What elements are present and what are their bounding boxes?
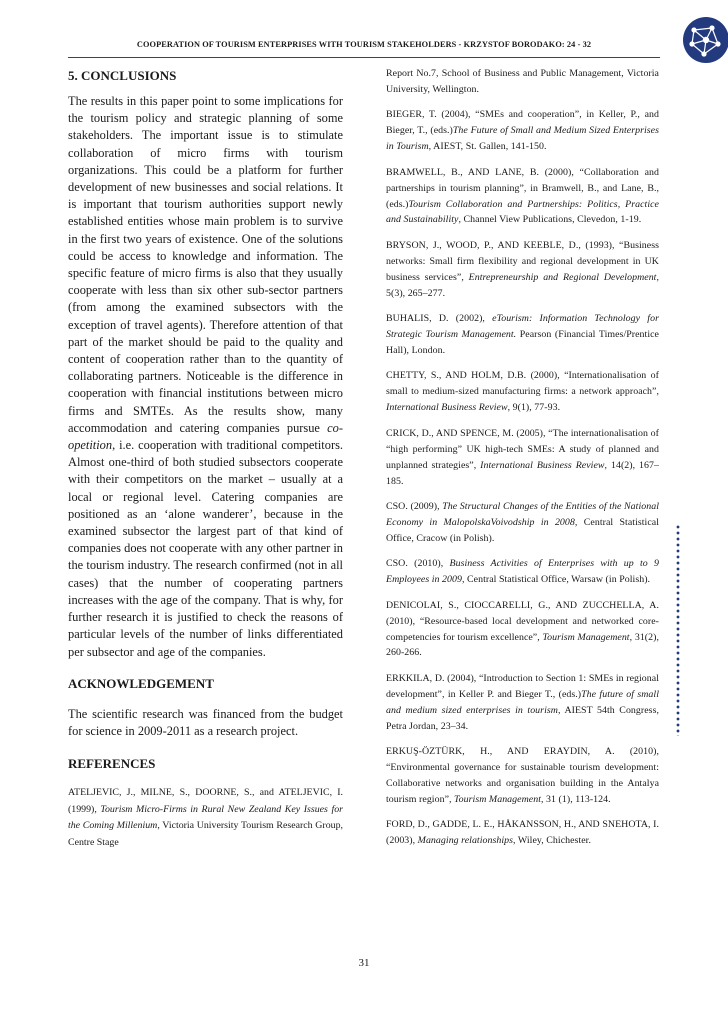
reference-item: CHETTY, S., AND HOLM, D.B. (2000), “Internationalisation of small to medium-sized manufacturing firms: a network approach”, International Business Review, 9(1), 77-93. [386,370,659,414]
reference-item: DENICOLAI, S., CIOCCARELLI, G., AND ZUCCHELLA, A. (2010), “Resource-based local development and networked core-competencies for tourism excellence”, Tourism Management, 31(2), 260-266. [386,599,659,659]
reference-item: BRAMWELL, B., AND LANE, B. (2000), “Collaboration and partnerships in tourism planning”, in Bramwell, B., and Lane, B., (eds.)Tourism Collaboration and Partnerships: Politics, Practice and Sustainability, Channel View Publications, Clevedon, 1-19. [386,166,659,226]
conclusions-paragraph: The results in this paper point to some implications for the tourism policy and strategic planning of some stakeholders. The important issue is to stimulate collaboration of micro firms with tourism organizations. This could be a platform for further development of new businesses and social relations. It is important that tourism authorities support newly established entities whose main problem is to survive in the first two years of existence. One of the solutions could be access to knowledge and information. The specific feature of micro firms is also that they usually cooperate with less than six other sub-sector partners (from among the examined subsectors with the exception of travel agents). Therefore attention of that part of the market should be paid to the quality and content of cooperation rather than to the quantity of collaborating partners. Noticeable is the difference in cooperation with financial institutions between micro firms and SMTEs. As the results show, many accommodation and catering companies pursue co-opetition, i.e. cooperation with traditional competitors. Almost one-third of both studied subsectors cooperate with their competitors on the market – usually at a local or regional level. Catering companies are positioned as an ‘alone wanderer’, because in the examined subsector the largest part of that kind of companies does not cooperate with any other partner in the tourism industry. The research confirmed (not in all cases) that the number of cooperating partners increases with the age of the company. That is why, for further research it is justified to check the reasons of particular levels of the number of links differentiated per subsector and age of the companies. [68,94,343,659]
reference-item: CRICK, D., AND SPENCE, M. (2005), “The internationalisation of “high performing” UK high-tech SMEs: A study of planned and unplanned strategies”, International Business Review, 14(2), 167–185. [386,427,660,487]
reference-item: BIEGER, T. (2004), “SMEs and cooperation”, in Keller, P., and Bieger, T., (eds.)The Future of Small and Medium Sized Enterprises in Tourism, AIEST, St. Gallen, 141-150. [386,109,659,153]
acknowledgement-text: The scientific research was financed from the budget for science in 2009-2011 as a research project. [68,706,343,738]
acknowledgement-heading: ACKNOWLEDGEMENT [68,675,214,691]
network-globe-logo [676,14,728,66]
reference-item: BUHALIS, D. (2002), eTourism: Information Technology for Strategic Tourism Management. Pearson (Financial Times/Prentice Hall), London. [386,313,659,356]
reference-item: CSO. (2010), Business Activities of Enterprises with up to 9 Employees in 2009, Central Statistical Office, Warsaw (in Polish). [386,558,659,586]
reference-item: ERKKILA, D. (2004), “Introduction to Section 1: SMEs in regional development”, in Keller P. and Bieger T., (eds.)The future of small and medium sized enterprises in tourism, AIEST 54th Congress, Petra Jordan, 23–34. [386,672,659,732]
conclusions-heading: 5. CONCLUSIONS [68,68,177,83]
running-header: COOPERATION OF TOURISM ENTERPRISES WITH TOURISM STAKEHOLDERS - KRZYSTOF BORODAKO: 24 - 32 [136,40,592,49]
decorative-dotted-line [676,524,680,736]
co-opetition-term: co-opetition [68,420,343,453]
reference-item: FORD, D., GADDE, L. E., HÅKANSSON, H., AND SNEHOTA, I. (2003), Managing relationships, Wiley, Chichester. [386,819,659,847]
header-rule [68,57,660,58]
left-column [68,66,343,851]
reference-item: ERKUŞ-ÖZTÜRK, H., AND ERAYDIN, A. (2010), “Environmental governance for sustainable tourism development: Collaborative networks and organisation building in the Antalya tourism region”, Tourism Management, 31 (1), 113-124. [386,746,659,805]
reference-item-ateljevic-start: ATELJEVIC, J., MILNE, S., DOORNE, S., and ATELJEVIC, I. (1999), Tourism Micro-Firms in Rural New Zealand Key Issues for the Coming Millenium, Victoria University Tourism Research Group, Centre Stage [68,787,344,848]
page-number: 31 [358,957,370,969]
reference-item: BRYSON, J., WOOD, P., AND KEEBLE, D., (1993), “Business networks: Small firm flexibility and regional development in UK business services”, Entrepreneurship and Regional Development, 5(3), 265–277. [386,239,660,299]
right-column [386,66,659,859]
reference-item: CSO. (2009), The Structural Changes of the Entities of the National Economy in MalopolskaVoivodship in 2008, Central Statistical Office, Cracow (in Polish). [386,501,659,544]
reference-item-ateljevic-continued: Report No.7, School of Business and Public Management, Victoria University, Wellington. [386,68,659,95]
references-heading: REFERENCES [68,756,156,772]
